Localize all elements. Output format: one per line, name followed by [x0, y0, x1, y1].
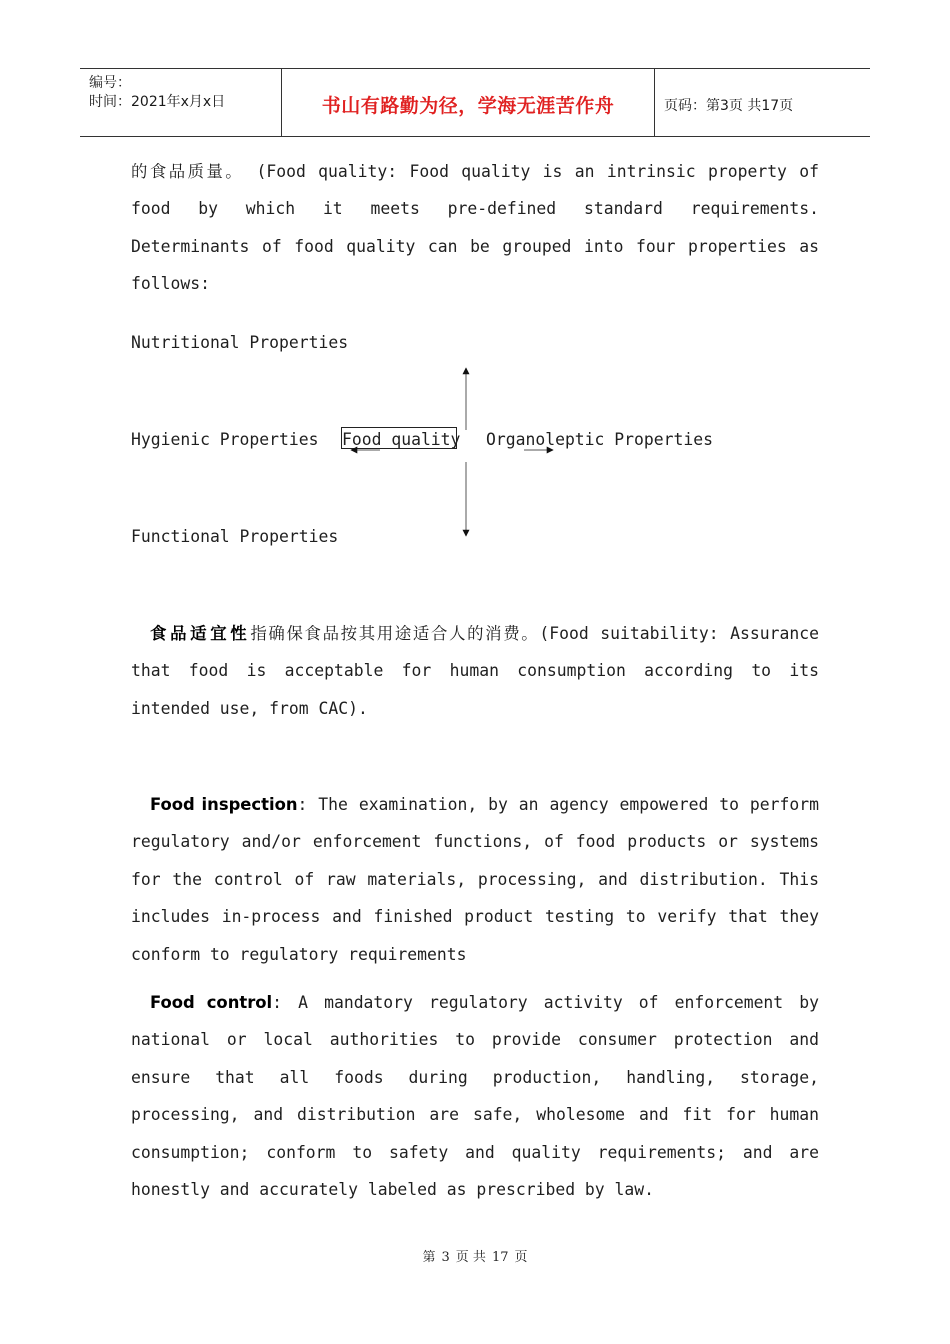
food-inspection-paragraph	[131, 786, 819, 973]
footer-mid: 页 共	[455, 1250, 486, 1265]
food-inspection-text: : The examination, by an agency empowered to perform regulatory and/or enforcement functions, of food products or systems for the control of raw materials, processing, and distribution. This includes in-process and finished product testing to verify that they conform to regulatory requirements	[131, 795, 820, 964]
food-suitability-text: 指确保食品按其用途适合人的消费。(Food suitability: Assurance that food is acceptable for human consumption according to its intended use, from CAC).	[131, 624, 819, 718]
footer-prefix: 第	[422, 1250, 436, 1265]
food-control-text: : A mandatory regulatory activity of enforcement by national or local authorities to provide consumer protection and ensure that all foods during production, handling, storage, processing, and distribution are safe, wholesome and fit for human consumption; conform to safety and quality requirements; and are honestly and accurately labeled as prescribed by law.	[131, 993, 819, 1200]
page-footer	[0, 1246, 950, 1265]
doc-number-label: 编号：	[89, 75, 131, 91]
food-control-paragraph	[131, 984, 819, 1208]
food-quality-paragraph: 的食品质量。 (Food quality: Food quality is an intrinsic property of food by which it meets pre-defined standard requirements. Determinants of food quality can be grouped into four properties as follows:	[131, 162, 819, 294]
header-page-cell	[655, 69, 870, 136]
diagram-label-hygienic: Hygienic Properties	[131, 430, 319, 449]
food-suitability-term: 食品适宜性	[150, 624, 251, 643]
food-suitability-paragraph	[131, 615, 819, 727]
diagram-label-organoleptic: Organoleptic Properties	[486, 430, 713, 449]
diagram-label-nutritional: Nutritional Properties	[131, 333, 349, 352]
motto-text: 书山有路勤为径，学海无涯苦作舟	[321, 95, 615, 117]
food-control-term: Food control	[150, 993, 273, 1012]
food-quality-box	[341, 427, 457, 449]
footer-suffix: 页	[514, 1250, 528, 1265]
page-header	[80, 68, 870, 137]
diagram-label-food-quality: Food quality	[342, 430, 461, 449]
header-motto-cell	[282, 69, 655, 136]
footer-current-page: 3	[441, 1250, 450, 1265]
footer-total-pages: 17	[491, 1250, 509, 1265]
page-code-label: 页码：第3页 共17页	[664, 98, 794, 114]
food-inspection-term: Food inspection	[150, 795, 298, 814]
header-info-cell	[80, 69, 282, 136]
date-label: 时间：2021年x月x日	[89, 94, 226, 110]
diagram-label-functional: Functional Properties	[131, 527, 339, 546]
